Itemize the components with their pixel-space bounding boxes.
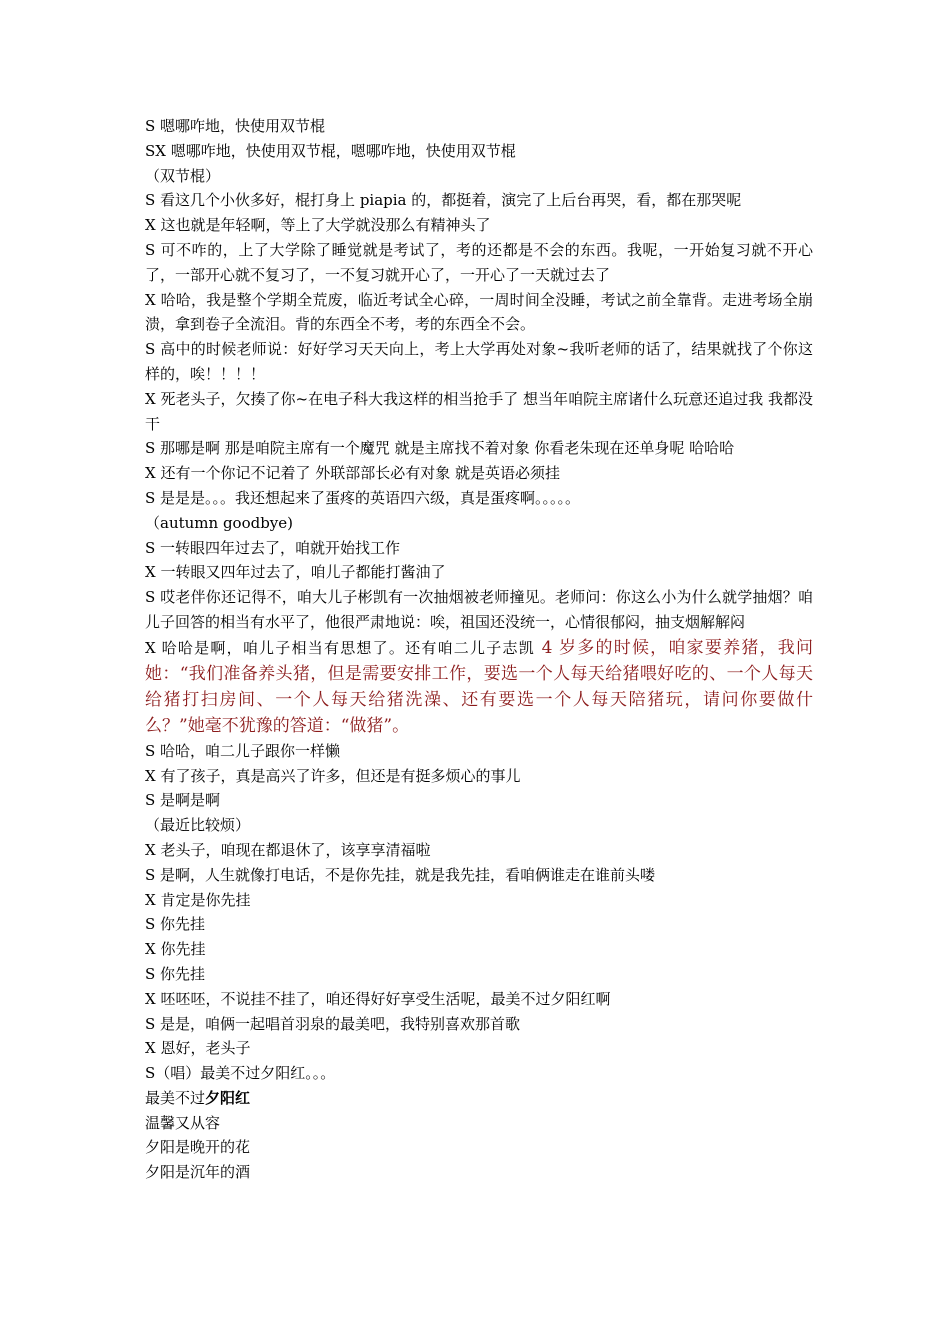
script-line: X 有了孩子，真是高兴了许多，但还是有挺多烦心的事儿	[145, 766, 521, 785]
song-title-plain: 最美不过	[145, 1088, 206, 1107]
section-heading: （autumn goodbye)	[145, 513, 294, 532]
section-heading: （最近比较烦）	[145, 816, 251, 835]
script-line: X 呸呸呸，不说挂不挂了，咱还得好好享受生活呢，最美不过夕阳红啊	[145, 989, 611, 1008]
script-line: S 哎老伴你还记得不，咱大儿子彬凯有一次抽烟被老师撞见。老师问：你这么小为什么就学抽烟？咱儿子回答的相当有水平了，他很严肃地说：唉，祖国还没统一，心情很郁闷，抽支烟解解闷	[145, 588, 813, 631]
script-line: X 肯定是你先挂	[145, 890, 251, 909]
script-line: X 你先挂	[145, 940, 206, 959]
script-line: X 一转眼又四年过去了，咱儿子都能打酱油了	[145, 563, 446, 582]
script-line: X 死老头子，欠揍了你~在电子科大我这样的相当抢手了 想当年咱院主席诸什么玩意还追过我 我都没干	[145, 389, 813, 433]
script-line: S 你先挂	[145, 915, 206, 934]
script-line-mixed	[145, 635, 813, 739]
script-line: S 高中的时候老师说：好好学习天天向上，考上大学再处对象~我听老师的话了，结果就找了个你这样的，唉！！！！	[145, 340, 813, 383]
script-line: S 是是是。。。我还想起来了蛋疼的英语四六级，真是蛋疼啊。。。。。	[145, 488, 581, 507]
script-line: S 那哪是啊 那是咱院主席有一个魔咒 就是主席找不着对象 你看老朱现在还单身呢 哈哈哈	[145, 439, 735, 458]
song-line: 温馨又从容	[145, 1113, 221, 1132]
script-line: X 老头子，咱现在都退休了，该享享清福啦	[145, 840, 431, 859]
script-line: S（唱）最美不过夕阳红。。。	[145, 1064, 336, 1083]
script-line: S 是啊，人生就像打电话，不是你先挂，就是我先挂，看咱俩谁走在谁前头喽	[145, 865, 656, 884]
song-title-bold: 夕阳红	[205, 1088, 251, 1107]
section-heading: （双节棍）	[145, 166, 221, 185]
script-line: X 还有一个你记不记着了 外联部部长必有对象 就是英语必须挂	[145, 464, 560, 483]
script-line: S 是是，咱俩一起唱首羽泉的最美吧，我特别喜欢那首歌	[145, 1014, 521, 1033]
script-line-red-part: 4 岁多的时候，咱家要养猪，我问她：“我们准备养头猪，但是需要安排工作，要选一个人每天给猪喂好吃的、一个人每天给猪打扫房间、一个人每天给猪洗澡、还有要选一个人每天陪猪玩，请问你要做什么？”她毫不犹豫的答道：“做猪”。	[145, 637, 814, 736]
script-line: X 哈哈，我是整个学期全荒废，临近考试全心碎，一周时间全没睡，考试之前全靠背。走进考场全崩溃，拿到卷子全流泪。背的东西全不考，考的东西全不会。	[145, 290, 813, 334]
script-line: S 可不咋的，上了大学除了睡觉就是考试了，考的还都是不会的东西。我呢，一开始复习就不开心了，一部开心就不复习了，一不复习就开心了，一开心了一天就过去了	[145, 240, 813, 284]
script-line: S 嗯哪咋地，快使用双节棍	[145, 117, 326, 135]
document-page	[145, 114, 813, 1185]
script-line: S 是啊是啊	[145, 791, 221, 810]
script-line: S 一转眼四年过去了，咱就开始找工作	[145, 538, 401, 557]
script-line: S 哈哈，咱二儿子跟你一样懒	[145, 741, 341, 760]
script-line: X 恩好，老头子	[145, 1039, 251, 1058]
script-line: X 这也就是年轻啊，等上了大学就没那么有精神头了	[145, 216, 491, 235]
script-line: S 看这几个小伙多好，棍打身上 piapia 的，都挺着，演完了上后台再哭，看，都在那哭呢	[145, 191, 742, 210]
song-title	[145, 1086, 813, 1111]
script-line-black-part: X 哈哈是啊，咱儿子相当有思想了。还有咱二儿子志凯	[145, 638, 535, 657]
script-line: S 你先挂	[145, 964, 206, 983]
script-line: SX 嗯哪咋地，快使用双节棍，嗯哪咋地，快使用双节棍	[145, 141, 516, 160]
song-line: 夕阳是晚开的花	[145, 1138, 251, 1157]
song-line: 夕阳是沉年的酒	[145, 1163, 251, 1182]
